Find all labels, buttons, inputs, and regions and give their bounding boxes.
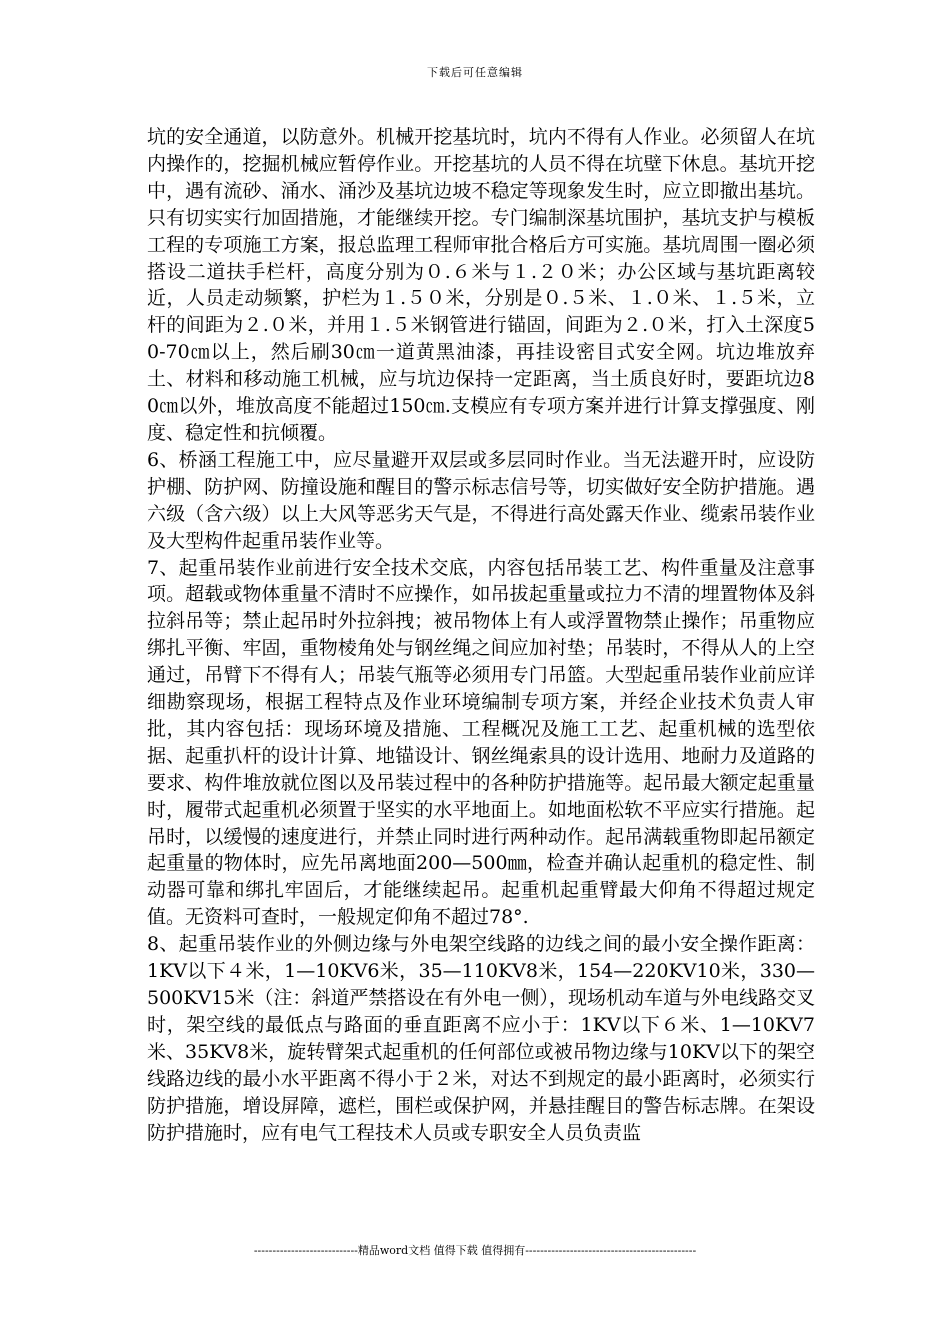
paragraph-item-6-bridge-works: 6、桥涵工程施工中，应尽量避开双层或多层同时作业。当无法避开时，应设防护棚、防护网、防撞设施和醒目的警示标志信号等，切实做好安全防护措施。遇六级（含六级）以上大风等恶劣天气是，不得进行高处露天作业、缆索吊装作业及大型构件起重吊装作业等。 xyxy=(147,448,815,552)
paragraph-excavation-safety: 坑的安全通道，以防意外。机械开挖基坑时，坑内不得有人作业。必须留人在坑内操作的，挖掘机械应暂停作业。开挖基坑的人员不得在坑壁下休息。基坑开挖中，遇有流砂、涌水、涌沙及基坑边坡不稳定等现象发生时，应立即撤出基坑。只有切实实行加固措施，才能继续开挖。专门编制深基坑围护，基坑支护与模板工程的专项施工方案，报总监理工程师审批合格后方可实施。基坑周围一圈必须搭设二道扶手栏杆，高度分别为０.６米与１.２０米；办公区域与基坑距离较近，人员走动频繁，护栏为１.５０米，分别是０.５米、１.０米、１.５米，立杆的间距为２.０米，并用１.５米钢管进行锚固，间距为２.０米，打入土深度50-70㎝以上，然后刷30㎝一道黄黑油漆，再挂设密目式安全网。坑边堆放弃土、材料和移动施工机械，应与坑边保持一定距离，当土质良好时，要距坑边80㎝以外，堆放高度不能超过150㎝.支模应有专项方案并进行计算支撑强度、刚度、稳定性和抗倾覆。 xyxy=(147,126,815,444)
paragraph-item-8-power-line-distance: 8、起重吊装作业的外侧边缘与外电架空线路的边线之间的最小安全操作距离：1KV以下４米，1—10KV6米，35—110KV8米，154—220KV10米，330—500KV15米（注：斜道严禁搭设在有外电一侧），现场机动车道与外电线路交叉时，架空线的最低点与路面的垂直距离不应小于：1KV以下６米、1—10KV7米、35KV8米，旋转臂架式起重机的任何部位或被吊物边缘与10KV以下的架空线路边线的最小水平距离不得小于２米，对达不到规定的最小距离时，必须实行防护措施，增设屏障，遮栏，围栏或保护网，并悬挂醒目的警告标志牌。在架设防护措施时，应有电气工程技术人员或专职安全人员负责监 xyxy=(147,933,815,1144)
document-body xyxy=(147,124,815,1146)
paragraph-item-7-lifting-operations: 7、起重吊装作业前进行安全技术交底，内容包括吊装工艺、构件重量及注意事项。超载或物体重量不清时不应操作，如吊拔起重量或拉力不清的埋置物体及斜拉斜吊等；禁止起吊时外拉斜拽；被吊物体上有人或浮置物禁止操作；吊重物应绑扎平衡、牢固，重物棱角处与钢丝绳之间应加衬垫；吊装时，不得从人的上空通过，吊臂下不得有人；吊装气瓶等必须用专门吊篮。大型起重吊装作业前应详细勘察现场，根据工程特点及作业环境编制专项方案，并经企业技术负责人审批，其内容包括：现场环境及措施、工程概况及施工工艺、起重机械的选型依据、起重扒杆的设计计算、地锚设计、钢丝绳索具的设计选用、地耐力及道路的要求、构件堆放就位图以及吊装过程中的各种防护措施等。起吊最大额定起重量时，履带式起重机必须置于坚实的水平地面上。如地面松软不平应实行措施。起吊时，以缓慢的速度进行，并禁止同时进行两种动作。起吊满载重物即起吊额定起重量的物体时，应先吊离地面200—500㎜，检查并确认起重机的稳定性、制动器可靠和绑扎牢固后，才能继续起吊。起重机起重臂最大仰角不得超过规定值。无资料可查时，一般规定仰角不超过78°. xyxy=(147,556,815,929)
page-header: 下载后可任意编辑 xyxy=(427,66,523,79)
page-footer: ----------------------------精品word文档 值得下载 值得拥有---------------------------------------------- xyxy=(253,1244,697,1257)
